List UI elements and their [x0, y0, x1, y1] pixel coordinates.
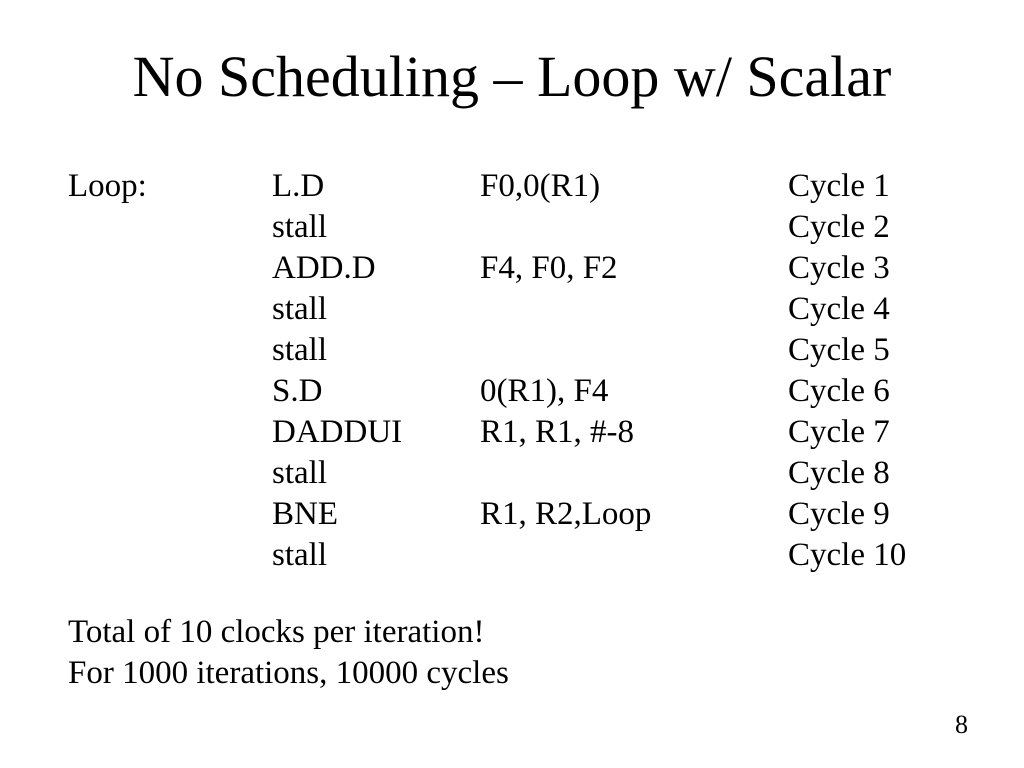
loop-label [68, 248, 272, 289]
operands-cell: 0(R1), F4 [480, 373, 609, 409]
cycle-cell: Cycle 2 [788, 209, 890, 245]
cycle-cell: Cycle 8 [788, 455, 890, 491]
loop-label [68, 330, 272, 371]
summary-line-iterations: For 1000 iterations, 10000 cycles [68, 655, 509, 691]
table-row [68, 535, 906, 576]
instruction-cell: stall [272, 209, 327, 245]
table-row [68, 289, 906, 330]
loop-label [68, 453, 272, 494]
table-row [68, 330, 906, 371]
operands-cell [480, 535, 788, 576]
cycle-cell: Cycle 5 [788, 332, 890, 368]
instruction-cell: stall [272, 291, 327, 327]
table-row [68, 453, 906, 494]
cycle-cell: Cycle 1 [788, 168, 890, 204]
table-row [68, 494, 906, 535]
table-row [68, 166, 906, 207]
cycle-cell: Cycle 3 [788, 250, 890, 286]
instruction-cell: stall [272, 537, 327, 573]
loop-label [68, 207, 272, 248]
loop-label: Loop: [68, 168, 147, 204]
operands-cell [480, 207, 788, 248]
loop-label [68, 371, 272, 412]
cycle-cell: Cycle 7 [788, 414, 890, 450]
slide-title: No Scheduling – Loop w/ Scalar [132, 44, 892, 109]
loop-label [68, 289, 272, 330]
page-number: 8 [955, 710, 968, 739]
operands-cell [480, 330, 788, 371]
instruction-cell: ADD.D [272, 250, 376, 286]
table-row [68, 248, 906, 289]
instruction-cell: stall [272, 455, 327, 491]
operands-cell: R1, R1, #-8 [480, 414, 635, 450]
summary-line-total: Total of 10 clocks per iteration! [68, 614, 485, 650]
loop-label [68, 412, 272, 453]
operands-cell [480, 453, 788, 494]
operands-cell: F0,0(R1) [480, 168, 601, 204]
table-row [68, 371, 906, 412]
instruction-cell: DADDUI [272, 414, 403, 450]
instruction-cell: stall [272, 332, 327, 368]
cycle-cell: Cycle 4 [788, 291, 890, 327]
table-row [68, 412, 906, 453]
summary-text [68, 612, 509, 694]
cycle-cell: Cycle 10 [788, 537, 907, 573]
operands-cell: F4, F0, F2 [480, 250, 618, 286]
loop-label [68, 535, 272, 576]
instruction-cell: L.D [272, 168, 325, 204]
cycle-cell: Cycle 9 [788, 496, 890, 532]
cycle-cell: Cycle 6 [788, 373, 890, 409]
operands-cell: R1, R2,Loop [480, 496, 652, 532]
instruction-cell: BNE [272, 496, 338, 532]
loop-label [68, 494, 272, 535]
operands-cell [480, 289, 788, 330]
table-row [68, 207, 906, 248]
instruction-table [68, 166, 906, 576]
instruction-cell: S.D [272, 373, 323, 409]
